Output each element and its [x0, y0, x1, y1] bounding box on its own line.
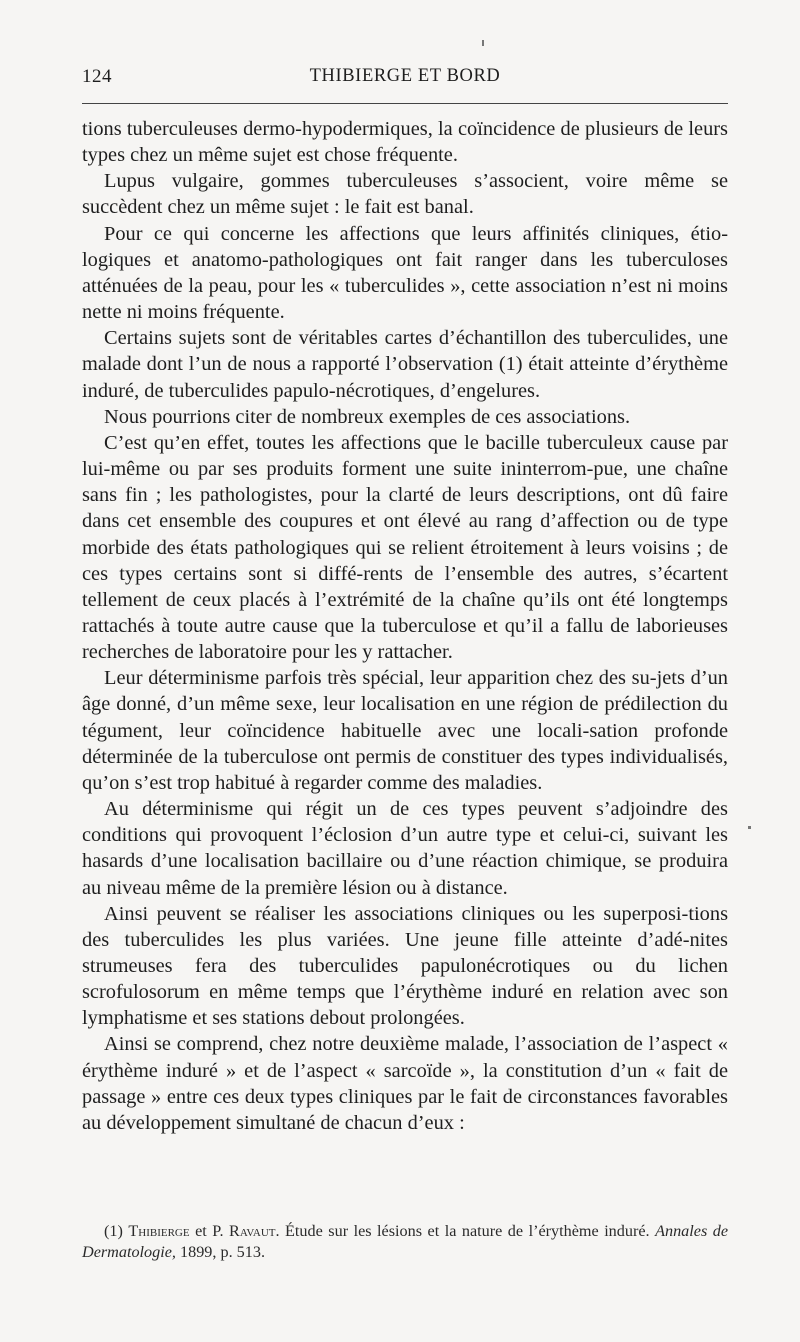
scan-speck: [748, 826, 751, 829]
footnote-citation: 1899, p. 513.: [180, 1243, 265, 1261]
paragraph-determinisme: Leur déterminisme parfois très spécial, leur apparition chez des su-jets d’un âge donné, d’un même sexe, leur localisation en une région de prédilection du tégument, leur coïncidence habituelle avec une locali-sation profonde déterminée de la tuberculose ont permis de constituer des types individualisés, qu’on s’est trop habitué à regarder comme des maladies.: [82, 667, 728, 794]
footnote-conjunction: et P.: [195, 1222, 224, 1240]
paragraph-lupus: Lupus vulgaire, gommes tuberculeuses s’associent, voire même se succèdent chez un même sujet : le fait est banal.: [82, 170, 728, 219]
scan-speck: [482, 40, 484, 46]
footnote-journal: Annales de Dermatologie,: [82, 1222, 729, 1261]
header-rule: [82, 103, 728, 104]
paragraph-associations: Ainsi peuvent se réaliser les associations cliniques ou les superposi-tions des tuberculides les plus variées. Une jeune fille atteinte d’adé-nites strumeuses fera des tuberculides papulonécrotiques ou du lichen scrofulosorum en même temps que l’érythème induré en relation avec son lymphatisme et ses stations debout prolongées.: [82, 902, 728, 1030]
paragraph-tuberculides: Pour ce qui concerne les affections que leurs affinités cliniques, étio-logiques et anatomo-pathologiques ont fait ranger dans les tuberculoses atténuées de la peau, pour les « tuberculides », cette association n’est ni moins nette ni moins fréquente.: [82, 222, 728, 324]
paragraph-continuation: tions tuberculeuses dermo-hypodermiques, la coïncidence de plusieurs de leurs types chez un même sujet est chose fréquente.: [82, 118, 728, 167]
footnote-marker: (1): [104, 1222, 123, 1240]
paragraph-deuxieme-malade: Ainsi se comprend, chez notre deuxième malade, l’association de l’aspect « érythème induré » et de l’aspect « sarcoïde », la constitution d’un « fait de passage » entre ces deux types cliniques par le fait de circonstances favorables au développement simultané de chacun d’eux :: [82, 1033, 728, 1134]
footnote-author-1: Thibierge: [128, 1222, 190, 1240]
footnote-author-2: Ravaut.: [229, 1222, 280, 1240]
footnote-title: Étude sur les lésions et la nature de l’érythème induré.: [285, 1222, 650, 1240]
paragraph-exemples: Nous pourrions citer de nombreux exemples de ces associations.: [104, 405, 631, 428]
footnote: [82, 1221, 728, 1263]
paragraph-chaine: C’est qu’en effet, toutes les affections que le bacille tuberculeux cause par lui-même ou par ses produits forment une suite ininterrom-pue, une chaîne sans fin ; les pathologistes, pour la clarté de leurs descriptions, ont dû faire dans cet ensemble des coupures et ont élevé au rang d’affection ou de type morbide des états pathologiques qui se relient étroitement à leurs voisins ; de ces types certains sont si diffé-rents de l’ensemble des autres, s’écartent tellement de ceux placés à l’extrémité de la chaîne qu’ils ont été longtemps rattachés à toute autre cause que la tuberculose et qu’il a fallu de laborieuses recherches de laboratoire pour les y rattacher.: [82, 431, 728, 664]
paragraph-adjoindre: Au déterminisme qui régit un de ces types peuvent s’adjoindre des conditions qui provoquent l’éclosion d’un autre type et celui-ci, suivant les hasards d’une localisation bacillaire ou d’une réaction chimique, se produira au niveau même de la première lésion ou à distance.: [82, 798, 728, 899]
page-header: [82, 66, 728, 96]
paragraph-certains-sujets: Certains sujets sont de véritables cartes d’échantillon des tuberculides, une malade dont l’un de nous a rapporté l’observation (1) était atteinte d’érythème induré, de tuberculides papulo-nécrotiques, d’engelures.: [82, 327, 728, 402]
running-head: THIBIERGE ET BORD: [309, 66, 501, 86]
page-number: 124: [82, 66, 112, 87]
body-text: [82, 116, 728, 1136]
